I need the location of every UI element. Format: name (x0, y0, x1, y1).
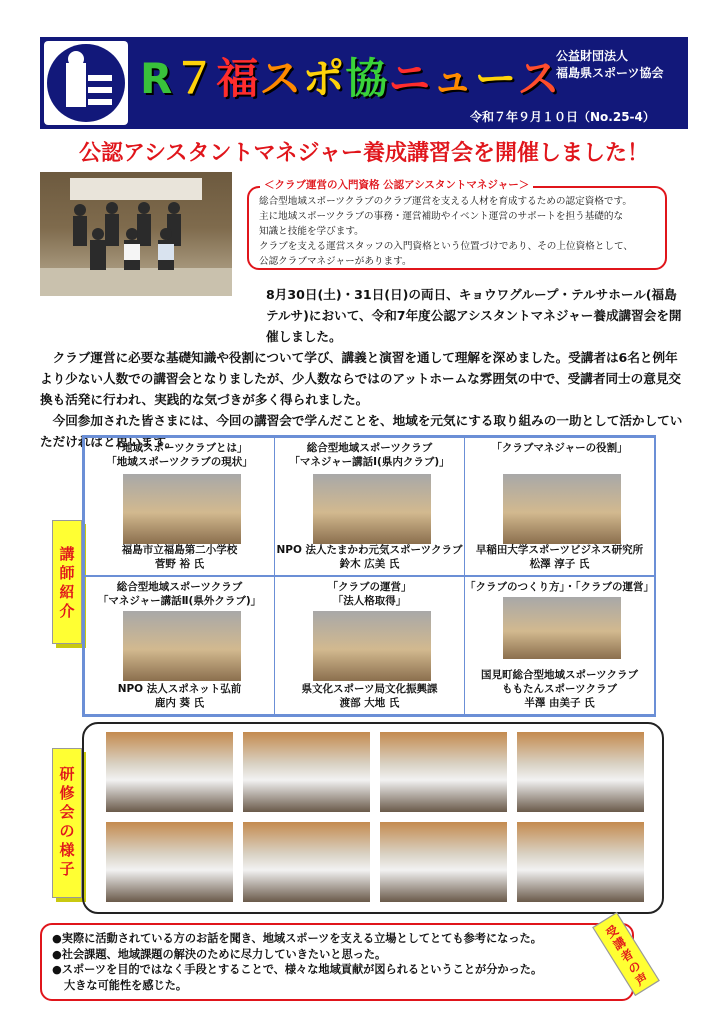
instructor-caption (465, 441, 654, 455)
title-char: ス (517, 54, 561, 103)
instructor-photo (123, 611, 241, 681)
instructor-photo (313, 611, 431, 681)
training-photos-frame (82, 722, 664, 914)
training-photo (517, 732, 644, 812)
label-char: 様 (59, 841, 75, 859)
instructor-caption (85, 580, 274, 608)
instructor-org: NPO 法人スポネット弘前 (117, 683, 242, 695)
title-char: R (140, 54, 174, 103)
label-char: 研 (59, 765, 75, 783)
label-char: 会 (59, 803, 75, 821)
qualification-info-box (247, 186, 667, 270)
page-headline: 公認アシスタントマネジャー養成講習会を開催しました！ (78, 141, 650, 166)
qual-line: 総合型地域スポーツクラブのクラブ運営を支える人材を育成するための認定資格です。 (259, 196, 632, 207)
instructor-caption (465, 580, 654, 594)
voices-tag-text: 受講者の声 (603, 922, 651, 989)
qual-line: クラブを支える運営スタッフの入門資格という位置づけであり、その上位資格として、 (259, 241, 633, 252)
instructor-info (465, 543, 654, 571)
title-char: ー (474, 54, 518, 103)
org-line-1: 公益財団法人 (556, 49, 629, 63)
instructor-photo (503, 597, 621, 659)
instructor-card (84, 437, 275, 576)
paragraph-1: 8月30日(土)・31日(日)の両日、キョウワグループ・テルサホール(福島テルサ)において、令和7年度公認アシスタントマネジャー養成講習会を開催しました。 (266, 287, 682, 344)
caption-line-2: 「マネジャー講話Ⅱ(県外クラブ)」 (97, 595, 262, 607)
label-char: 師 (59, 564, 75, 582)
participant-voices (40, 923, 634, 1001)
instructor-name: 菅野 裕 氏 (154, 558, 205, 570)
title-char: ス (259, 54, 303, 103)
label-char: の (59, 822, 75, 840)
training-photo (106, 732, 233, 812)
paragraph-3: 今回参加された皆さまには、今回の講習会で学んだことを、地域を元気にする取り組みの一助として活かしていただければと思います。 (40, 413, 683, 449)
training-photo (243, 732, 370, 812)
caption-line-1: 「地域スポーツクラブとは」 (111, 442, 248, 454)
instructor-name: 鹿内 葵 氏 (154, 697, 205, 709)
label-char: 修 (59, 784, 75, 802)
voices-tag (590, 912, 662, 996)
qual-line: 主に地域スポーツクラブの事務・運営補助やイベント運営のサポートを担う基礎的な (259, 211, 624, 222)
training-label (52, 748, 82, 898)
caption-line-1: 総合型地域スポーツクラブ (306, 442, 433, 454)
title-char: ７ (173, 54, 217, 103)
instructor-photo (313, 474, 431, 544)
title-char: ニ (388, 54, 432, 103)
caption-line-2: 「法人格取得」 (332, 595, 407, 607)
instructor-name: 渡部 大地 氏 (339, 697, 400, 709)
instructor-card (464, 437, 655, 576)
instructor-name: 鈴木 広美 氏 (339, 558, 400, 570)
instructor-caption (275, 441, 464, 469)
training-photo (243, 822, 370, 902)
voice-item: ● スポーツを目的ではなく手段とすることで、様々な地域貢献が図られるということが分かった。 (52, 962, 622, 978)
caption-line-2: 「地域スポーツクラブの現状」 (106, 456, 253, 468)
instructor-name: 松澤 淳子 氏 (529, 558, 590, 570)
instructor-org: 県文化スポーツ局文化振興課 (301, 683, 438, 695)
organization-name (556, 48, 664, 82)
instructor-org-2: ももたんスポーツクラブ (502, 683, 617, 695)
title-char: 福 (216, 54, 260, 103)
voice-item: ● 実際に活動されている方のお話を聞き、地域スポーツを支える立場としてとても参考になった。 (52, 931, 622, 947)
paragraph-2: クラブ運営に必要な基礎知識や役割について学び、講義と演習を通して理解を深めました。受講者は6名と例年より少ない人数での講習会となりましたが、少人数ならではのアットホームな雰囲気の中で、受講者同士の意見交換も活発に行われ、実践的な気づきが多く得られました。 (40, 350, 682, 407)
title-char: ポ (302, 54, 346, 103)
article-body (40, 284, 688, 452)
instructor-org: NPO 法人たまかわ元気スポーツクラブ (276, 544, 463, 556)
title-char: 協 (345, 54, 389, 103)
instructors-grid (82, 435, 656, 717)
caption-line-2: 「マネジャー講話Ⅰ(県内クラブ)」 (289, 456, 450, 468)
org-line-2: 福島県スポーツ協会 (556, 66, 664, 80)
instructor-card (464, 576, 655, 715)
title-char: ュ (431, 54, 475, 103)
issue-date: 令和７年９月１０日（No.25-4） (470, 110, 655, 124)
instructor-card (274, 576, 465, 715)
instructor-card (274, 437, 465, 576)
instructor-name: 半澤 由美子 氏 (524, 697, 595, 709)
training-photo (517, 822, 644, 902)
instructor-card (84, 576, 275, 715)
association-logo-icon (44, 41, 128, 125)
newsletter-title (140, 46, 560, 106)
instructor-info (275, 682, 464, 710)
instructor-caption (85, 441, 274, 469)
label-char: 講 (59, 545, 75, 563)
instructor-info (85, 543, 274, 571)
voice-item: ● 社会課題、地域課題の解決のために尽力していきたいと思った。 (52, 947, 622, 963)
caption-line-1: 総合型地域スポーツクラブ (116, 581, 243, 593)
instructor-org: 福島市立福島第二小学校 (121, 544, 238, 556)
instructor-org: 国見町総合型地域スポーツクラブ (481, 669, 638, 681)
instructors-label (52, 520, 82, 644)
instructor-photo (503, 474, 621, 544)
caption-line-1: 「クラブの運営」 (327, 581, 412, 593)
caption-line-1: 「クラブマネジャーの役割」 (491, 442, 628, 454)
qualification-box-title: ＜クラブ運営の入門資格 公認アシスタントマネジャー＞ (260, 177, 533, 192)
qual-line: 知識と技能を学びます。 (259, 226, 364, 237)
instructor-info (275, 543, 464, 571)
instructor-org: 早稲田大学スポーツビジネス研究所 (475, 544, 644, 556)
caption-line-1: 「クラブのつくり方」・「クラブの運営」 (465, 581, 654, 593)
group-photo (40, 172, 232, 296)
qual-line: 公認クラブマネジャーがあります。 (259, 256, 412, 267)
training-photo (380, 822, 507, 902)
instructor-photo (123, 474, 241, 544)
instructor-caption (275, 580, 464, 608)
training-photo (106, 822, 233, 902)
label-char: 介 (59, 602, 75, 620)
label-char: 子 (59, 860, 75, 878)
label-char: 紹 (59, 583, 75, 601)
training-photo (380, 732, 507, 812)
instructor-info (465, 668, 654, 710)
voice-item-continuation: 大きな可能性を感じた。 (64, 978, 188, 992)
instructor-info (85, 682, 274, 710)
